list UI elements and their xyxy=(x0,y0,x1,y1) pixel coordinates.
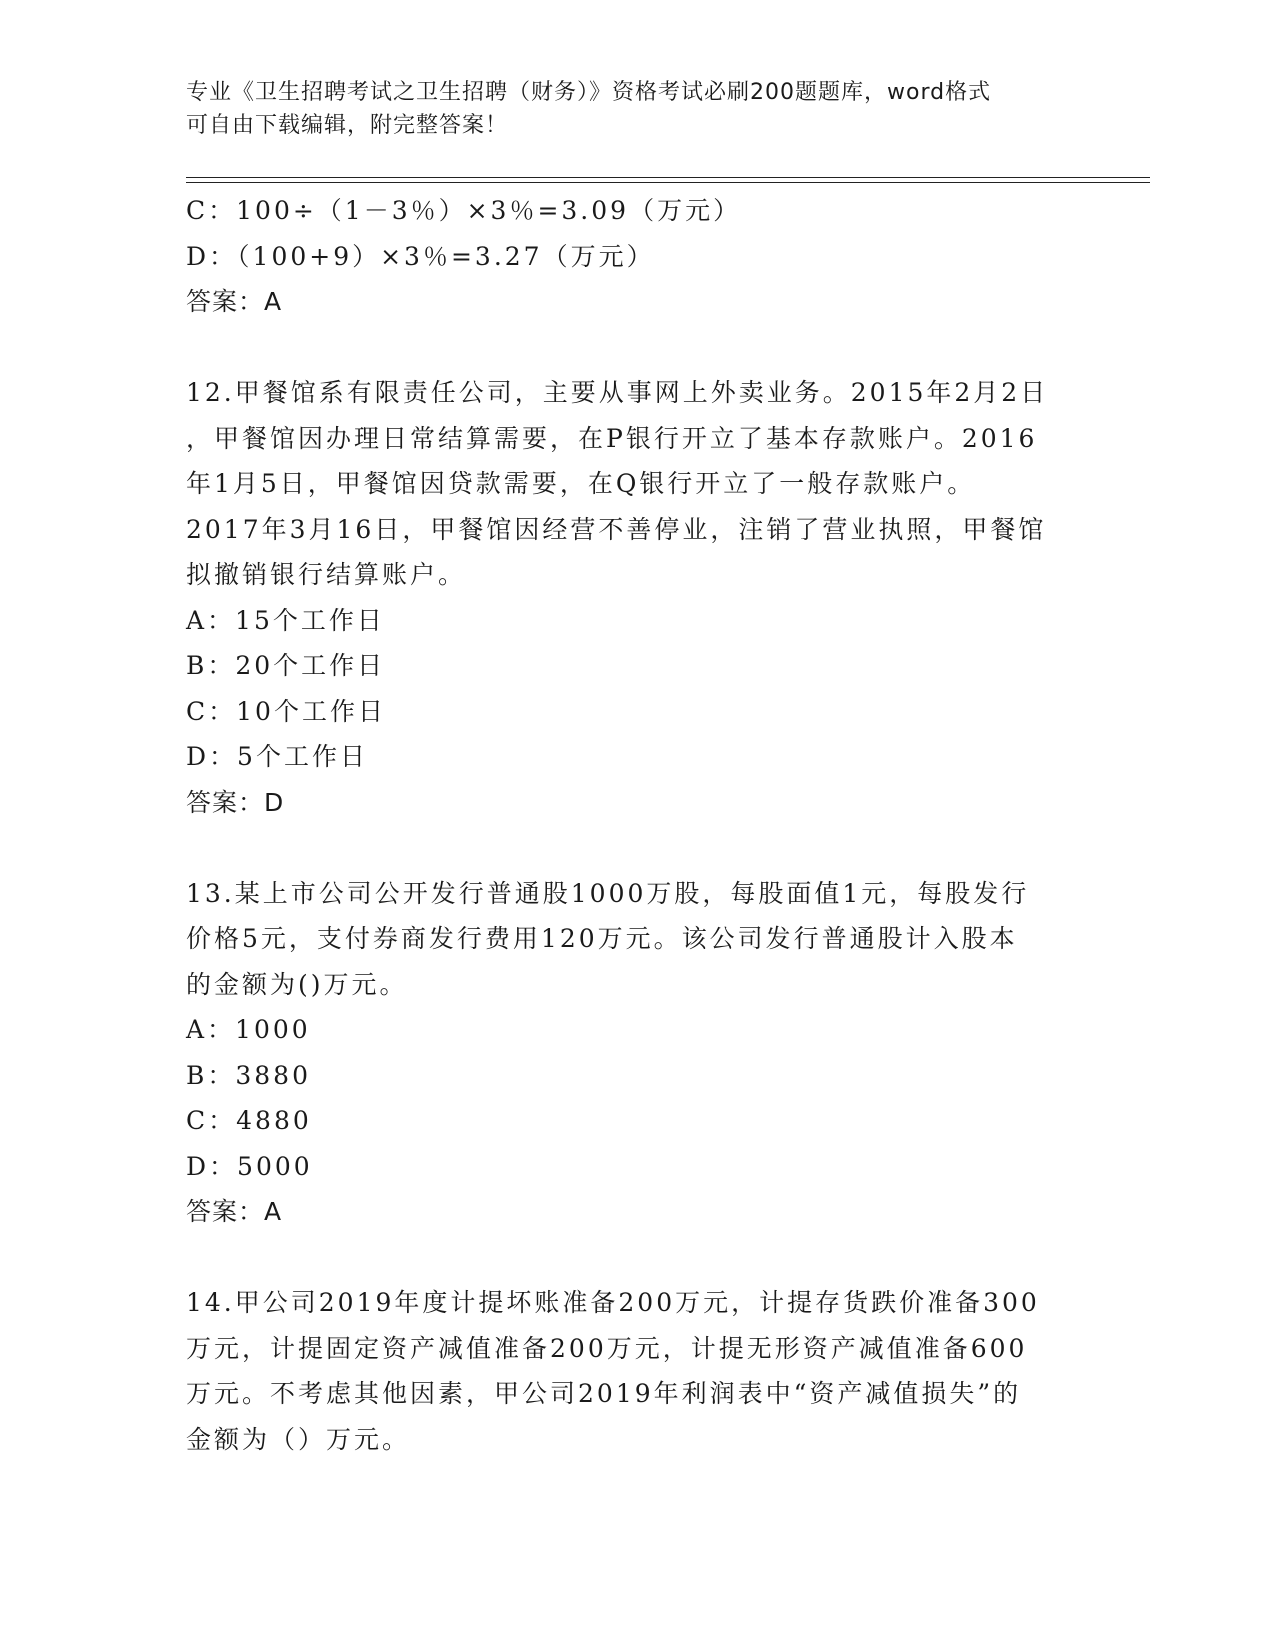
document-body xyxy=(186,188,1086,1462)
question-13 xyxy=(186,871,1086,1235)
question-14 xyxy=(186,1280,1086,1462)
option-d: D：5个工作日 xyxy=(186,742,368,771)
header-title-line-2: 可自由下载编辑，附完整答案！ xyxy=(186,113,509,138)
question-stem-line: 拟撤销银行结算账户。 xyxy=(186,560,467,589)
option-d: D：5000 xyxy=(186,1151,313,1181)
answer-line: 答案：A xyxy=(186,1197,283,1226)
answer-line: 答案：A xyxy=(186,287,283,316)
option-b: B：20个工作日 xyxy=(186,651,386,680)
question-stem-line: 金额为（）万元。 xyxy=(186,1424,411,1454)
option-a: A：15个工作日 xyxy=(186,605,385,635)
page-header xyxy=(186,76,1086,142)
option-a: A：1000 xyxy=(186,1015,311,1044)
option-d: D：（100+9）×3％=3.27（万元） xyxy=(186,241,655,271)
header-divider-bottom xyxy=(186,182,1150,183)
question-stem-line: 13.某上市公司公开发行普通股1000万股，每股面值1元，每股发行 xyxy=(186,878,1030,908)
option-b: B：3880 xyxy=(186,1060,311,1090)
question-stem-line: 年1月5日，甲餐馆因贷款需要，在Q银行开立了一般存款账户。 xyxy=(186,469,976,498)
spacer xyxy=(186,1235,1086,1281)
option-c: C：10个工作日 xyxy=(186,696,386,726)
spacer xyxy=(186,825,1086,871)
question-stem-line: 的金额为()万元。 xyxy=(186,969,408,999)
header-divider-top xyxy=(186,177,1150,178)
question-stem-line: 价格5元，支付券商发行费用120万元。该公司发行普通股计入股本 xyxy=(186,924,1018,953)
header-title-line-1: 专业《卫生招聘考试之卫生招聘（财务）》资格考试必刷200题题库，word格式 xyxy=(186,80,992,105)
answer-line: 答案：D xyxy=(186,787,285,817)
option-c: C：4880 xyxy=(186,1106,312,1135)
question-stem-line: 万元，计提固定资产减值准备200万元，计提无形资产减值准备600 xyxy=(186,1333,1028,1363)
question-stem-line: 2017年3月16日，甲餐馆因经营不善停业，注销了营业执照，甲餐馆 xyxy=(186,514,1047,544)
question-12 xyxy=(186,370,1086,825)
question-stem-line: 万元。不考虑其他因素，甲公司2019年利润表中“资产减值损失”的 xyxy=(186,1379,1022,1408)
spacer xyxy=(186,325,1086,371)
option-c: C：100÷（1－3％）×3％=3.09（万元） xyxy=(186,196,742,225)
question-11-tail xyxy=(186,188,1086,325)
question-stem-line: 14.甲公司2019年度计提坏账准备200万元，计提存货跌价准备300 xyxy=(186,1288,1040,1317)
question-stem-line: 12.甲餐馆系有限责任公司，主要从事网上外卖业务。2015年2月2日 xyxy=(186,378,1049,407)
question-stem-line: ，甲餐馆因办理日常结算需要，在P银行开立了基本存款账户。2016 xyxy=(186,423,1038,453)
